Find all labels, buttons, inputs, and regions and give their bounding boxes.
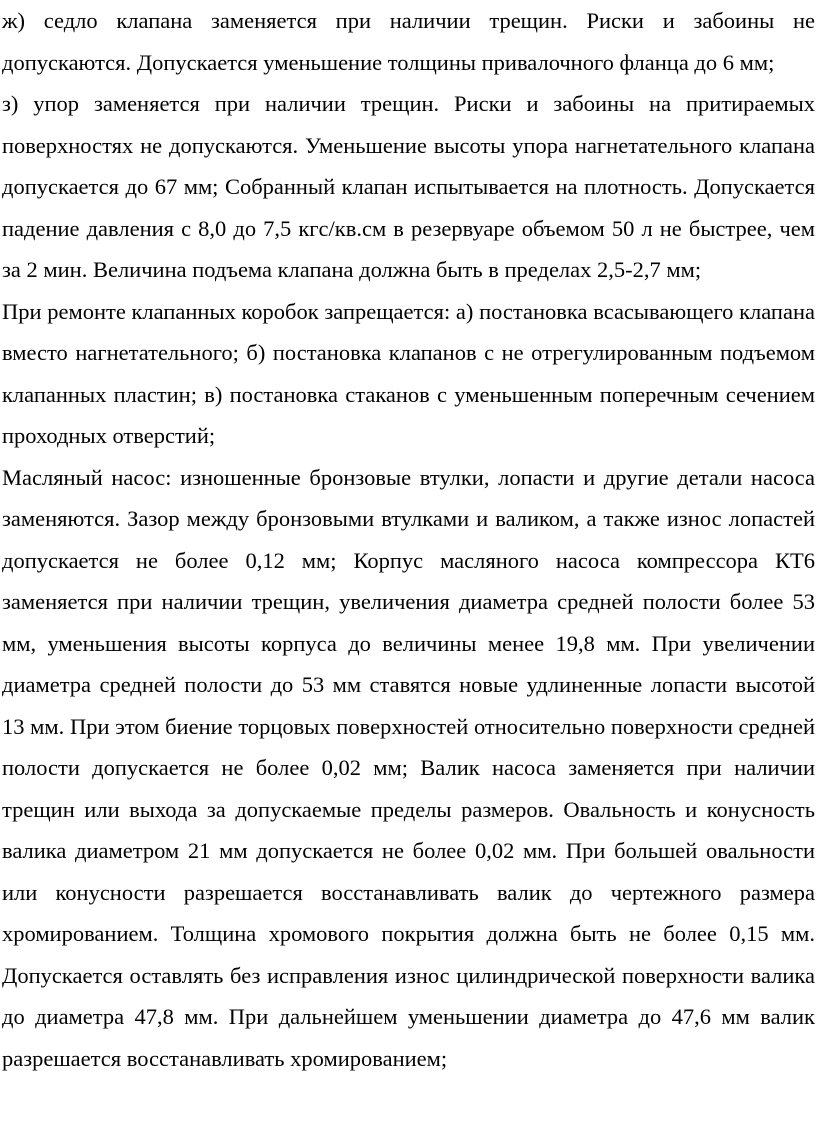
paragraph-shaft-wear: Допускается оставлять без исправления износ цилиндрической поверхности валика до диаметра 47,8 мм. При дальнейшем уменьшении диаметра до 47,6 мм валик разрешается восстанавливать хромированием; (2, 962, 815, 1071)
paragraph-oil-pump: Масляный насос: изношенные бронзовые втулки, лопасти и другие детали насоса заменяются. Зазор между бронзовыми втулками и валиком, а также износ лопастей допускается не более 0,12 мм; Корпус масляного насоса компрессора КТ6 заменяется при наличии трещин, увеличения диаметра средней полости более 53 мм, уменьшения высоты корпуса до величины менее 19,8 мм. При увеличении диаметра средней полости до 53 мм ставятся новые удлиненные лопасти высотой 13 мм. При этом биение торцовых поверхностей относительно поверхности средней полости допускается не более 0,02 мм; Валик насоса заменяется при наличии трещин или выхода за допускаемые пределы размеров. Овальность и конусность валика диаметром 21 мм допускается не более 0,02 мм. При большей овальности или конусности разрешается восстанавливать валик до чертежного размера хромированием. Толщина хромового покрытия должна быть не более 0,15 мм. (2, 464, 815, 946)
paragraph-valve-boxes: При ремонте клапанных коробок запрещается: а) постановка всасывающего клапана вместо нагнетательного; б) постановка клапанов с не отрегулированным подъемом клапанных пластин; в) постановка стаканов с уменьшенным поперечным сечением проходных отверстий; (2, 298, 815, 448)
paragraph-valve-stop: з) упор заменяется при наличии трещин. Риски и забоины на притираемых поверхностях не допускаются. Уменьшение высоты упора нагнетательного клапана допускается до 67 мм; Собранный клапан испытывается на плотность. Допускается падение давления с 8,0 до 7,5 кгс/кв.см в резервуаре объемом 50 л не быстрее, чем за 2 мин. Величина подъема клапана должна быть в пределах 2,5-2,7 мм; (2, 91, 815, 282)
paragraph-valve-seat: ж) седло клапана заменяется при наличии трещин. Риски и забоины не допускаются. Допускается уменьшение толщины привалочного фланца до 6 мм; (2, 8, 815, 75)
